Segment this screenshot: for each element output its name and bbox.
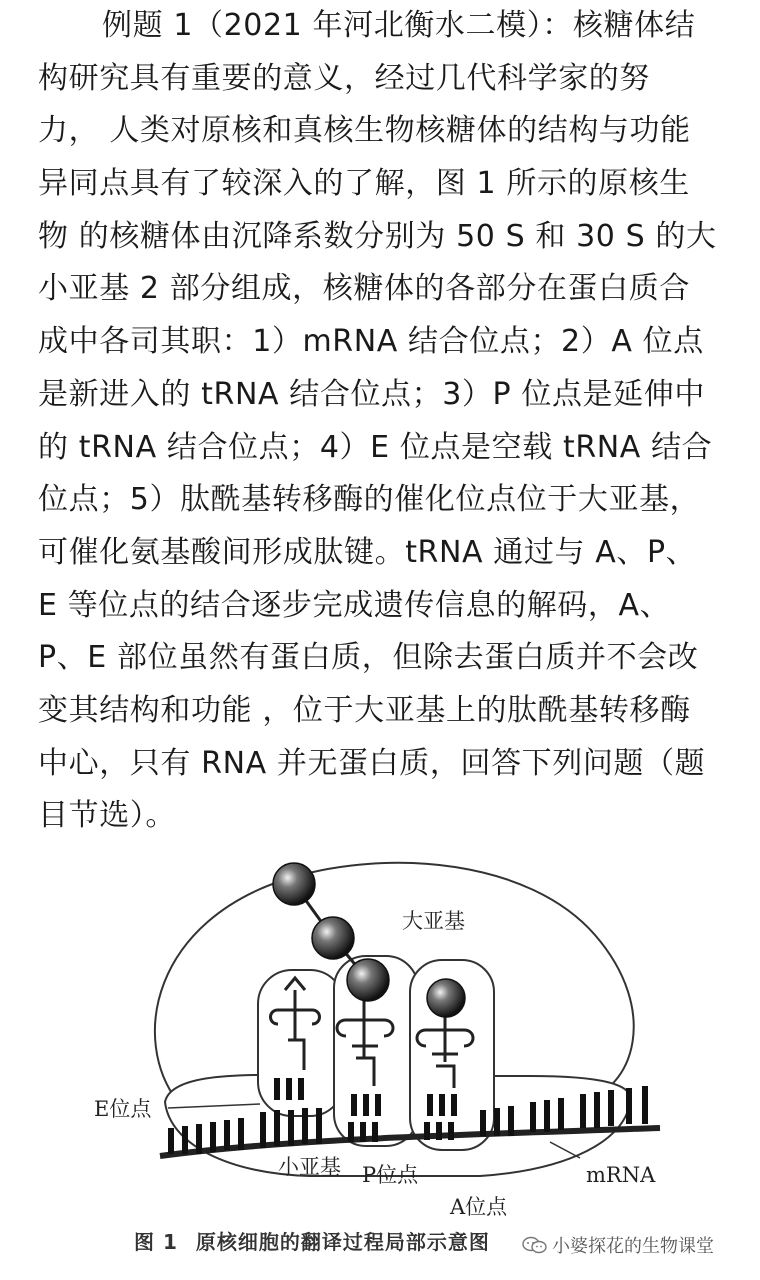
figure-caption (134, 1226, 490, 1255)
a-site-label: A位点 (450, 1195, 508, 1219)
paragraph-line: 变其结构和功能 ，位于大亚基上的肽酰基转移酶 (38, 692, 691, 728)
caption-text: 原核细胞的翻译过程局部示意图 (195, 1230, 490, 1254)
amino-acid-ball (312, 917, 354, 959)
paragraph-line: P、E 部位虽然有蛋白质，但除去蛋白质并不会改 (38, 640, 699, 676)
paragraph-line: 异同点具有了较深入的了解，图 1 所示的原核生 (38, 166, 690, 202)
paragraph-line: 力， 人类对原核和真核生物核糖体的结构与功能 (38, 113, 691, 149)
paragraph-line: 中心，只有 RNA 并无蛋白质，回答下列问题（题 (38, 745, 706, 781)
paragraph-line: 小亚基 2 部分组成，核糖体的各部分在蛋白质合 (38, 271, 690, 307)
amino-acid-ball (427, 979, 465, 1017)
ribosome-diagram (60, 840, 700, 1220)
paragraph-line: 的 tRNA 结合位点；4）E 位点是空载 tRNA 结合 (38, 429, 713, 465)
mrna-label: mRNA (586, 1163, 656, 1187)
question-paragraph (38, 0, 728, 843)
ribosome-figure (60, 840, 700, 1220)
paragraph-line: 目节选）。 (38, 798, 176, 834)
amino-acid-ball (347, 959, 389, 1001)
p-site-label: P位点 (362, 1163, 419, 1187)
large-subunit-label: 大亚基 (402, 909, 465, 933)
paragraph-line: 成中各司其职：1）mRNA 结合位点；2）A 位点 (38, 324, 704, 360)
caption-number: 图 1 (134, 1230, 178, 1254)
paragraph-line: 构研究具有重要的意义，经过几代科学家的努 (38, 60, 650, 96)
paragraph-line: 可催化氨基酸间形成肽键。tRNA 通过与 A、P、 (38, 534, 697, 570)
paragraph-line: 例题 1（2021 年河北衡水二模）：核糖体结 (102, 8, 696, 43)
wechat-icon (522, 1236, 548, 1254)
e-site-label: E位点 (94, 1097, 152, 1121)
amino-acid-ball (273, 863, 315, 905)
small-subunit-label: 小亚基 (278, 1155, 341, 1179)
watermark-text: 小婆探花的生物课堂 (552, 1236, 714, 1257)
paragraph-line: E 等位点的结合逐步完成遗传信息的解码，A、 (38, 587, 671, 623)
paragraph-line: 物 的核糖体由沉降系数分别为 50 S 和 30 S 的大 (38, 218, 717, 254)
paragraph-line: 位点；5）肽酰基转移酶的催化位点位于大亚基， (38, 482, 701, 518)
paragraph-line: 是新进入的 tRNA 结合位点；3）P 位点是延伸中 (38, 376, 705, 412)
watermark (522, 1232, 714, 1258)
